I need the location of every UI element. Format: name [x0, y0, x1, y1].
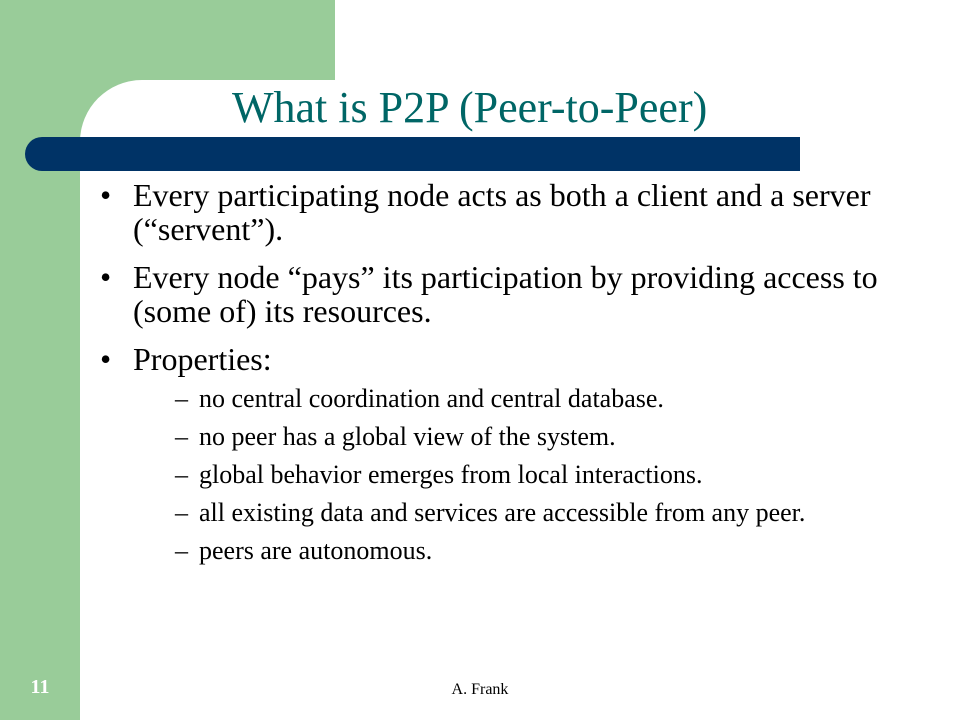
left-accent-strip	[0, 0, 80, 720]
property-item	[175, 422, 910, 452]
dash-marker: –	[175, 422, 188, 451]
bullet-text: Every node “pays” its participation by providing access to (some of) its resources.	[133, 259, 878, 329]
bullet-text: Properties:	[133, 341, 272, 377]
property-item	[175, 460, 910, 490]
dash-marker: –	[175, 384, 188, 413]
bullet-marker: •	[100, 259, 112, 295]
page-number: 11	[30, 676, 50, 698]
property-text: no central coordination and central database.	[199, 384, 664, 413]
bullet-marker: •	[100, 341, 112, 377]
bullet-marker: •	[100, 177, 112, 213]
title-underline-bar	[25, 137, 800, 171]
bullet-item	[100, 342, 910, 376]
footer-author: A. Frank	[451, 681, 509, 698]
bullet-item	[100, 260, 910, 328]
dash-marker: –	[175, 498, 188, 527]
property-item	[175, 384, 910, 414]
bullet-text: Every participating node acts as both a client and a server (“servent”).	[133, 177, 871, 247]
dash-marker: –	[175, 536, 188, 565]
property-item	[175, 498, 910, 528]
property-text: no peer has a global view of the system.	[199, 422, 616, 451]
property-text: global behavior emerges from local interactions.	[199, 460, 703, 489]
property-item	[175, 536, 910, 566]
property-text: all existing data and services are accessible from any peer.	[199, 498, 806, 527]
bullet-item	[100, 178, 910, 246]
slide-title: What is P2P (Peer-to-Peer)	[232, 83, 708, 132]
property-text: peers are autonomous.	[199, 536, 433, 565]
dash-marker: –	[175, 460, 188, 489]
bullet-list	[100, 178, 910, 566]
